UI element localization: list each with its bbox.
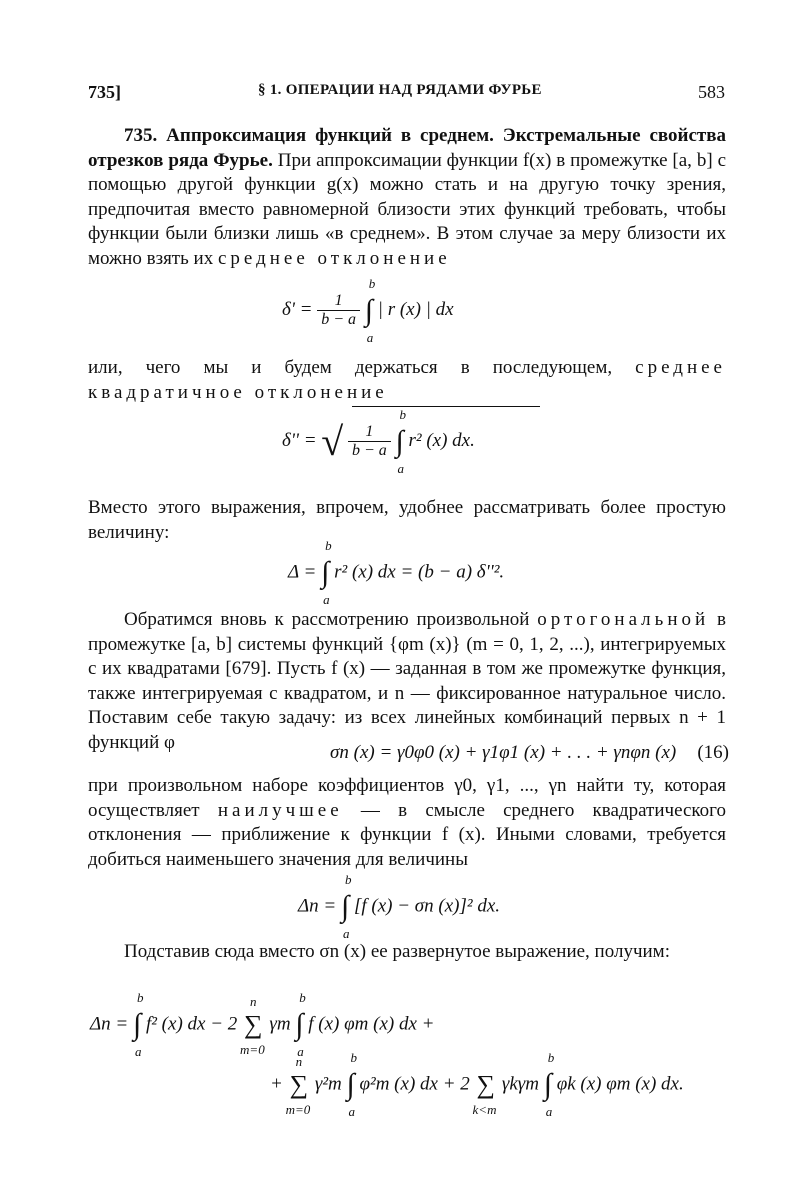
paragraph-4-text: Обратимся вновь к рассмотрению произвольной: [124, 609, 530, 630]
paragraph-5: [88, 774, 726, 872]
paragraph-6: Подставив сюда вместо σn (x) ее развернутое выражение, получим:: [124, 941, 670, 962]
paragraph-2-text: или, чего мы и будем держаться в последующем,: [88, 357, 613, 378]
integral-sign: ∫ b a: [340, 872, 352, 941]
sqrt-overline: [352, 406, 540, 407]
integral-upper: b: [325, 538, 332, 553]
integral-sign: ∫ b a: [364, 275, 376, 345]
page-number: 583: [698, 82, 725, 102]
fraction: [317, 292, 360, 329]
running-head: § 1. ОПЕРАЦИИ НАД РЯДАМИ ФУРЬЕ: [258, 82, 542, 98]
integral-lower: a: [134, 1044, 142, 1059]
spaced-term: наилучшее: [217, 799, 343, 821]
integral-lower: a: [342, 926, 350, 941]
paragraph-4-text-continued: в промежутке [a, b] системы функций {φm (x)} (m = 0, 1, 2, ...), интегрируемых с их квадратами [679]. Пусть f (x) — заданная в том же промежутке функция, также интегрируемая с квадратом, и n — фиксированное натуральное число. Поставим себе такую задачу: из всех линейных комбинаций первых n + 1 функций φ: [88, 609, 726, 753]
paragraph-1: [88, 124, 726, 272]
formula-body: r² (x) dx = (b − a) δ''².: [334, 561, 505, 583]
spaced-term: среднее квадратичное отклонение: [88, 357, 726, 403]
formula-term: φ²m (x) dx + 2: [359, 1073, 470, 1095]
integral-sign: ∫ b a: [295, 990, 306, 1059]
fraction-denominator: b − a: [351, 442, 387, 459]
sum-upper: n: [295, 1054, 303, 1069]
formula-lhs: δ' =: [282, 298, 313, 320]
formula-body: r² (x) dx.: [408, 429, 475, 451]
integral-upper: b: [350, 1050, 358, 1065]
paragraph-2: [88, 356, 726, 405]
fraction-numerator: 1: [317, 292, 360, 311]
integral-upper: b: [344, 872, 352, 887]
integral-lower: a: [348, 1104, 356, 1119]
formula-delta: [288, 538, 505, 607]
integral-upper: b: [368, 275, 376, 291]
integral-sign: ∫ b a: [321, 538, 332, 607]
integral-lower: a: [545, 1104, 553, 1119]
integral-sign: ∫ b a: [395, 406, 407, 476]
formula-mean-deviation: [282, 275, 454, 345]
fraction: [348, 423, 391, 460]
formula-rms-deviation: [282, 406, 475, 476]
integral-upper: b: [547, 1050, 555, 1065]
formula-lhs: Δ =: [288, 561, 317, 583]
formula-delta-n: [298, 872, 501, 941]
formula-term: γkγm: [501, 1073, 539, 1095]
sum-sign: ∑ n m=0: [240, 994, 265, 1057]
formula-term: f (x) φm (x) dx +: [308, 1013, 435, 1035]
sum-sign: ∑ n m=0: [285, 1054, 311, 1117]
formula-body: [f (x) − σn (x)]² dx.: [353, 895, 501, 917]
formula-lhs: δ'' =: [282, 429, 317, 451]
integral-sign: ∫ b a: [543, 1050, 555, 1119]
spaced-term: ортогональной: [537, 609, 710, 630]
integral-sign: ∫ b a: [346, 1050, 358, 1119]
sum-lower: k<m: [472, 1102, 497, 1117]
integral-sign: ∫ b a: [132, 990, 144, 1059]
formula-term: f² (x) dx − 2: [145, 1013, 238, 1035]
formula-term: γm: [269, 1013, 291, 1035]
integral-upper: b: [399, 406, 407, 422]
paragraph-5-text-continued: — в смысле среднего квадратического отклонения — приближение к функции f (x). Иными словами, требуется добиться наименьшего значения для величины: [88, 799, 726, 870]
spaced-term: среднее отклонение: [217, 247, 451, 269]
integral-lower: a: [323, 592, 330, 607]
formula-expansion-line-2: [270, 1050, 684, 1119]
formula-body: | r (x) | dx: [377, 298, 454, 320]
fraction-denominator: b − a: [321, 311, 357, 328]
sum-lower: m=0: [240, 1042, 265, 1057]
formula-term: +: [270, 1073, 283, 1095]
formula-lhs: Δn =: [90, 1013, 129, 1035]
integral-upper: b: [299, 990, 306, 1005]
formula-lhs: Δn =: [298, 895, 337, 917]
paragraph-3: Вместо этого выражения, впрочем, удобнее рассматривать более простую величину:: [88, 497, 726, 543]
formula-expansion-line-1: [90, 990, 435, 1059]
paragraph-4: [88, 608, 726, 756]
sum-lower: m=0: [285, 1102, 311, 1117]
sum-upper: n: [250, 994, 257, 1009]
fraction-numerator: 1: [348, 423, 391, 442]
formula-term: φk (x) φm (x) dx.: [556, 1073, 684, 1095]
section-heading: 735. Аппроксимация функций в среднем. Экстремальные свойства отрезков ряда Фурье.: [88, 125, 726, 171]
paragraph-1-text: При аппроксимации функции f(x) в промежутке [a, b] с помощью другой функции g(x) можно стать и на другую точку зрения, предпочитая вместо равномерной близости этих функций требовать, чтобы функции были близки лишь «в среднем». В этом случае за меру близости их можно взять их: [88, 149, 727, 269]
sqrt-sign: √: [321, 419, 344, 464]
section-marker: 735]: [88, 82, 121, 102]
sum-sign: ∑ k<m: [472, 1070, 497, 1117]
integral-upper: b: [136, 990, 144, 1005]
integral-lower: a: [397, 460, 405, 476]
integral-lower: a: [366, 329, 374, 345]
formula-16: σn (x) = γ0φ0 (x) + γ1φ1 (x) + . . . + γnφn (x): [330, 742, 677, 763]
formula-term: γ²m: [314, 1073, 342, 1095]
equation-number: (16): [697, 742, 729, 763]
integral-lower: a: [297, 1044, 304, 1059]
paragraph-5-text: при произвольном наборе коэффициентов γ0, γ1, ..., γn найти ту, которая осуществляет: [88, 775, 726, 821]
